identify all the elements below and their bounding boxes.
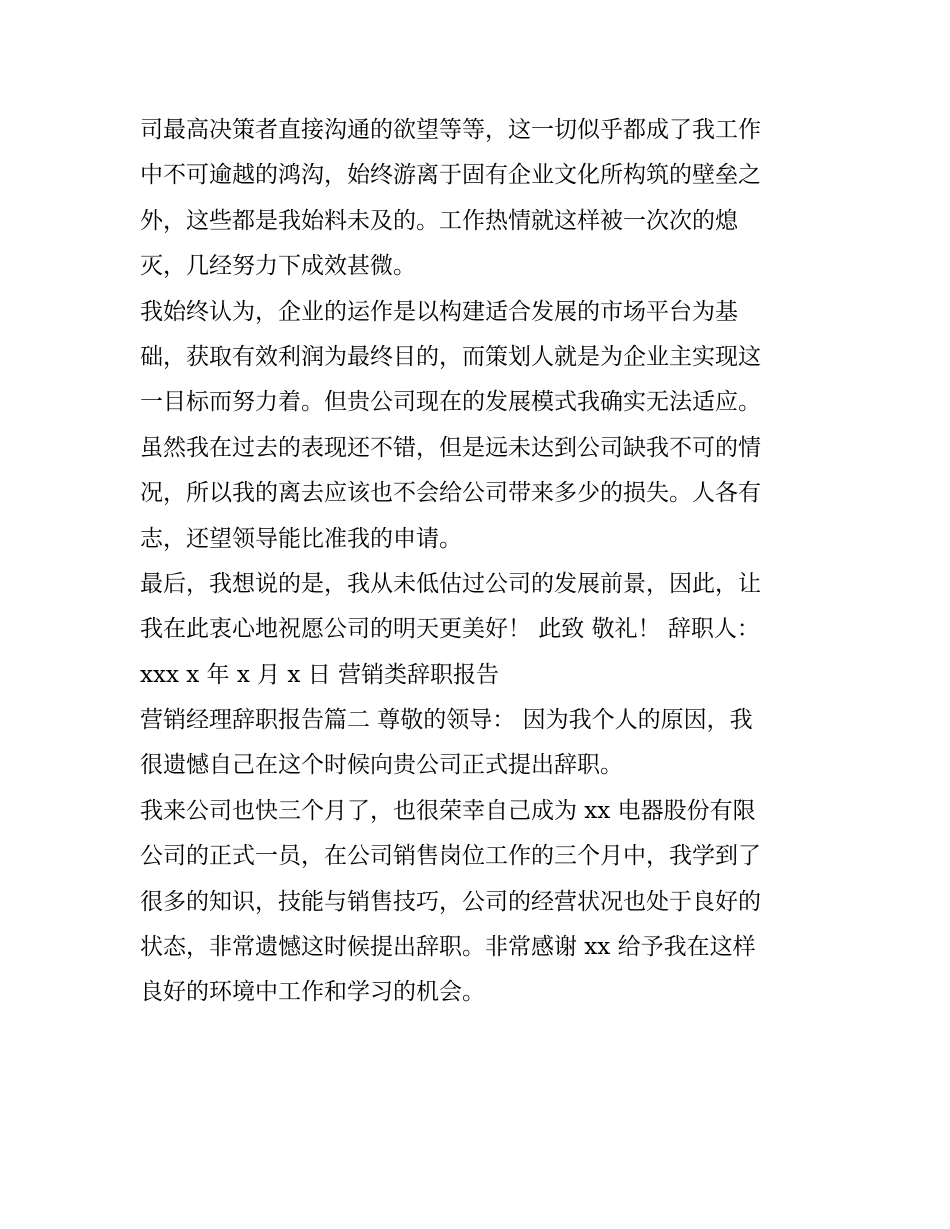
text-line: 良好的环境中工作和学习的机会。	[140, 979, 485, 1006]
text-line: 中不可逾越的鸿沟，始终游离于固有企业文化所构筑的壁垒之	[140, 162, 761, 189]
text-line: 志，还望领导能比准我的申请。	[140, 525, 462, 552]
text-line: 营销经理辞职报告篇二 尊敬的领导： 因为我个人的原因，我	[140, 707, 753, 734]
body-text	[140, 108, 820, 1016]
text-line: 外，这些都是我始料未及的。工作热情就这样被一次次的熄	[140, 207, 738, 234]
text-line: 司最高决策者直接沟通的欲望等等，这一切似乎都成了我工作	[140, 117, 761, 143]
text-line: 础，获取有效利润为最终目的，而策划人就是为企业主实现这	[140, 343, 761, 370]
text-line: 状态，非常遗憾这时候提出辞职。非常感谢 xx 给予我在这样	[140, 934, 756, 961]
text-line: 我在此衷心地祝愿公司的明天更美好！ 此致 敬礼！ 辞职人：	[140, 616, 760, 643]
text-line: 况，所以我的离去应该也不会给公司带来多少的损失。人各有	[140, 480, 761, 507]
text-line: 灭，几经努力下成效甚微。	[140, 253, 416, 280]
text-line: 很多的知识，技能与销售技巧，公司的经营状况也处于良好的	[140, 888, 761, 915]
text-line: xxx x 年 x 月 x 日 营销类辞职报告	[140, 661, 500, 688]
text-line: 公司的正式一员，在公司销售岗位工作的三个月中，我学到了	[140, 843, 761, 870]
text-line: 我来公司也快三个月了，也很荣幸自己成为 xx 电器股份有限	[140, 797, 756, 824]
text-line: 一目标而努力着。但贵公司现在的发展模式我确实无法适应。	[140, 389, 761, 416]
text-line: 最后，我想说的是，我从未低估过公司的发展前景，因此，让	[140, 570, 761, 597]
text-line: 虽然我在过去的表现还不错，但是远未达到公司缺我不可的情	[140, 434, 761, 461]
text-line: 很遗憾自己在这个时候向贵公司正式提出辞职。	[140, 752, 623, 779]
text-line: 我始终认为，企业的运作是以构建适合发展的市场平台为基	[140, 298, 738, 325]
